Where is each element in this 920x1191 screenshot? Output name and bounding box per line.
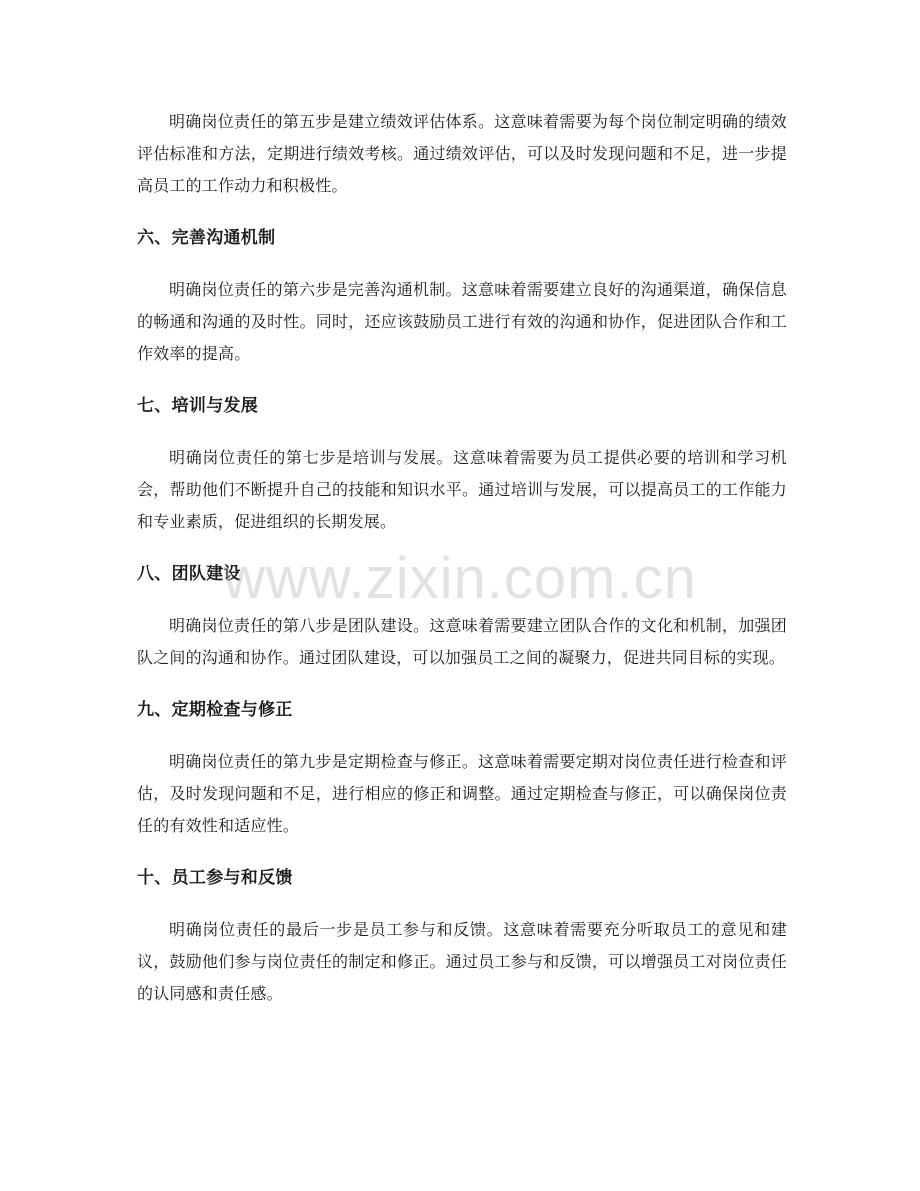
- intro-paragraph: 明确岗位责任的第五步是建立绩效评估体系。这意味着需要为每个岗位制定明确的绩效评估标准和方法，定期进行绩效考核。通过绩效评估，可以及时发现问题和不足，进一步提高员工的工作动力和积极性。: [137, 112, 787, 195]
- section-heading-8: 八、团队建设: [137, 564, 241, 584]
- section-paragraph-9: 明确岗位责任的第九步是定期检查与修正。这意味着需要定期对岗位责任进行检查和评估，及时发现问题和不足，进行相应的修正和调整。通过定期检查与修正，可以确保岗位责任的有效性和适应性。: [137, 752, 787, 835]
- section-heading-7: 七、培训与发展: [137, 396, 259, 416]
- watermark: www.zixin.com.cn: [223, 546, 697, 611]
- section-paragraph-7: 明确岗位责任的第七步是培训与发展。这意味着需要为员工提供必要的培训和学习机会，帮助他们不断提升自己的技能和知识水平。通过培训与发展，可以提高员工的工作能力和专业素质，促进组织的长期发展。: [137, 448, 787, 531]
- section-paragraph-6: 明确岗位责任的第六步是完善沟通机制。这意味着需要建立良好的沟通渠道，确保信息的畅通和沟通的及时性。同时，还应该鼓励员工进行有效的沟通和协作，促进团队合作和工作效率的提高。: [137, 280, 787, 363]
- section-paragraph-10: 明确岗位责任的最后一步是员工参与和反馈。这意味着需要充分听取员工的意见和建议，鼓励他们参与岗位责任的制定和修正。通过员工参与和反馈，可以增强员工对岗位责任的认同感和责任感。: [137, 920, 787, 1003]
- section-paragraph-8: 明确岗位责任的第八步是团队建设。这意味着需要建立团队合作的文化和机制，加强团队之间的沟通和协作。通过团队建设，可以加强员工之间的凝聚力，促进共同目标的实现。: [137, 616, 787, 667]
- section-heading-9: 九、定期检查与修正: [137, 700, 293, 720]
- section-heading-6: 六、完善沟通机制: [137, 228, 276, 248]
- section-heading-10: 十、员工参与和反馈: [137, 868, 293, 888]
- document-body: [137, 106, 787, 1010]
